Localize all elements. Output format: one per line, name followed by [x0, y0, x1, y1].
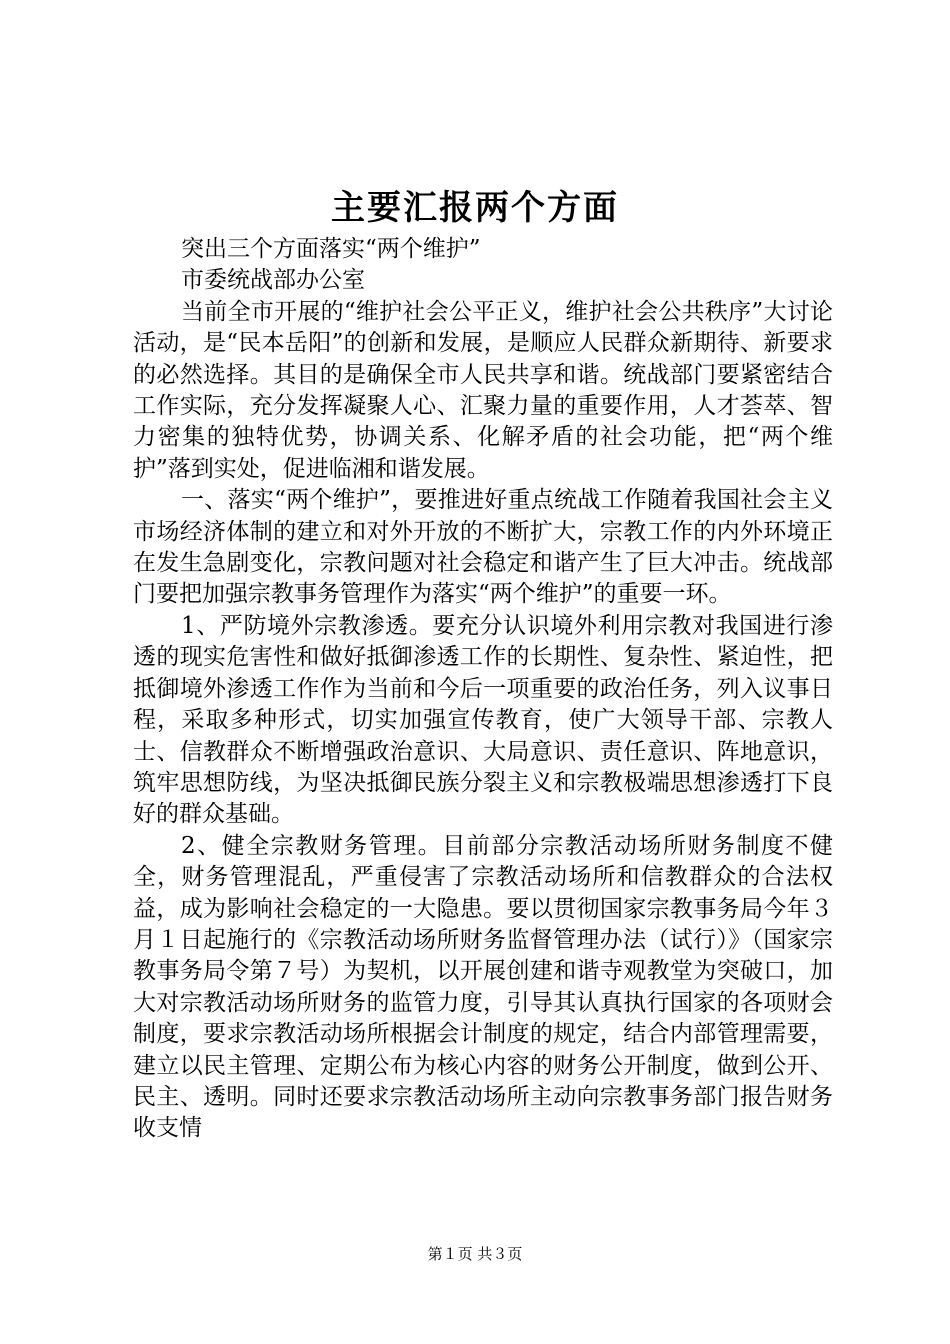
page-footer: 第１页 共３页: [427, 1245, 523, 1263]
paragraph-item-2: 2、健全宗教财务管理。目前部分宗教活动场所财务制度不健全，财务管理混乱，严重侵害了宗教活动场所和信教群众的合法权益，成为影响社会稳定的一大隐患。要以贯彻国家宗教事务局今年３月１日起施行的《宗教活动场所财务监督管理办法（试行）》（国家宗教事务局令第７号）为契机，以开展创建和谐寺观教堂为突破口，加大对宗教活动场所财务的监管力度，引导其认真执行国家的各项财会制度，要求宗教活动场所根据会计制度的规定，结合内部管理需要，建立以民主管理、定期公布为核心内容的财务公开制度，做到公开、民主、透明。同时还要求宗教活动场所主动向宗教事务部门报告财务收支情: [133, 832, 833, 1142]
paragraph-section-1: 一、落实“两个维护”，要推进好重点统战工作随着我国社会主义市场经济体制的建立和对外开放的不断扩大，宗教工作的内外环境正在发生急剧变化，宗教问题对社会稳定和谐产生了巨大冲击。统战部门要把加强宗教事务管理作为落实“两个维护”的重要一环。: [133, 487, 833, 608]
author-line: 市委统战部办公室: [181, 267, 365, 294]
paragraph-item-1: 1、严防境外宗教渗透。要充分认识境外利用宗教对我国进行渗透的现实危害性和做好抵御渗透工作的长期性、复杂性、紧迫性，把抵御境外渗透工作作为当前和今后一项重要的政治任务，列入议事日程，采取多种形式，切实加强宣传教育，使广大领导干部、宗教人士、信教群众不断增强政治意识、大局意识、责任意识、阵地意识，筑牢思想防线，为坚决抵御民族分裂主义和宗教极端思想渗透打下良好的群众基础。: [133, 612, 833, 828]
page-title: 主要汇报两个方面: [331, 188, 619, 228]
document-body: [133, 234, 833, 1145]
subtitle: 突出三个方面落实“两个维护”: [181, 236, 481, 262]
paragraph-intro: 当前全市开展的“维护社会公平正义，维护社会公共秩序”大讨论活动，是“民本岳阳”的创新和发展，是顺应人民群众新期待、新要求的必然选择。其目的是确保全市人民共享和谐。统战部门要紧密结合工作实际，充分发挥凝聚人心、汇聚力量的重要作用，人才荟萃、智力密集的独特优势，协调关系、化解矛盾的社会功能，把“两个维护”落到实处，促进临湘和谐发展。: [133, 298, 833, 482]
